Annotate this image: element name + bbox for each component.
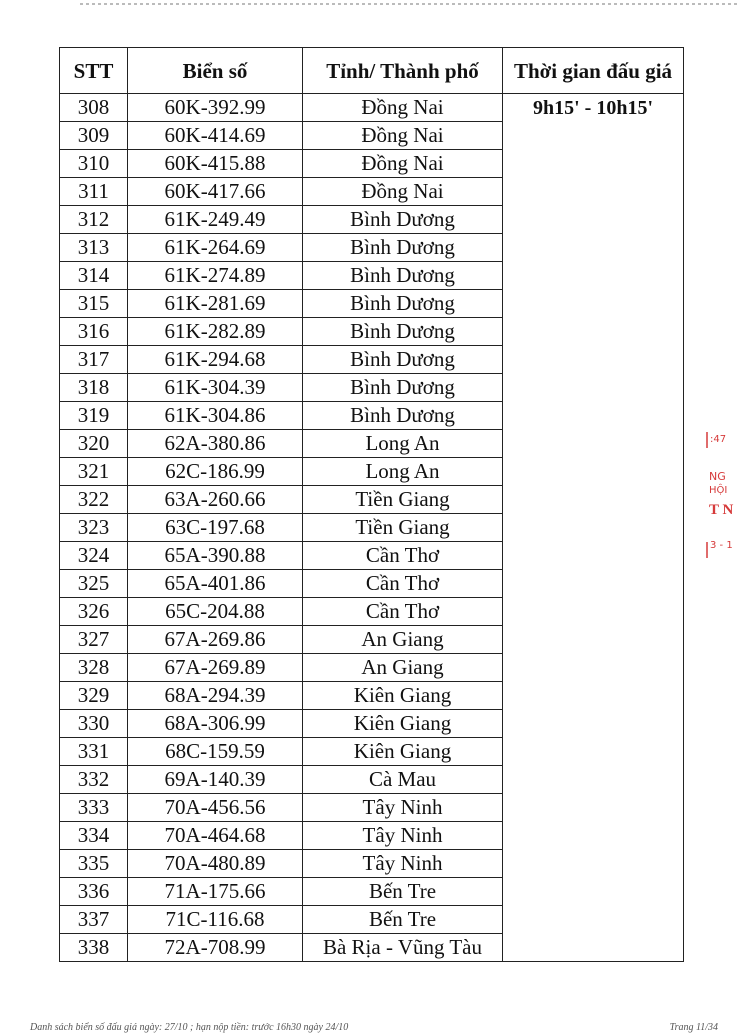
scan-dot <box>548 3 551 5</box>
cell-stt: 327 <box>60 626 128 654</box>
cell-stt: 338 <box>60 934 128 962</box>
cell-plate: 68A-294.39 <box>128 682 303 710</box>
scan-dot <box>446 3 449 5</box>
plates-table <box>59 47 684 962</box>
cell-province: Kiên Giang <box>303 738 503 766</box>
scan-dot <box>560 3 563 5</box>
cell-plate: 65A-401.86 <box>128 570 303 598</box>
scan-dot <box>314 3 317 5</box>
scan-dot <box>626 3 629 5</box>
scan-dot <box>584 3 587 5</box>
scan-dot <box>458 3 461 5</box>
cell-stt: 332 <box>60 766 128 794</box>
scan-artifact-dots <box>80 0 730 10</box>
scan-dot <box>236 3 239 5</box>
cell-plate: 65C-204.88 <box>128 598 303 626</box>
scan-dot <box>374 3 377 5</box>
scan-dot <box>428 3 431 5</box>
cell-plate: 70A-456.56 <box>128 794 303 822</box>
scan-dot <box>356 3 359 5</box>
header-plate: Biển số <box>128 48 303 94</box>
scan-dot <box>542 3 545 5</box>
cell-province: Tây Ninh <box>303 822 503 850</box>
scan-dot <box>530 3 533 5</box>
scan-dot <box>698 3 701 5</box>
cell-stt: 333 <box>60 794 128 822</box>
scan-dot <box>554 3 557 5</box>
scan-dot <box>188 3 191 5</box>
cell-stt: 309 <box>60 122 128 150</box>
cell-stt: 315 <box>60 290 128 318</box>
scan-dot <box>644 3 647 5</box>
scan-dot <box>452 3 455 5</box>
cell-province: Long An <box>303 458 503 486</box>
scan-dot <box>434 3 437 5</box>
cell-stt: 335 <box>60 850 128 878</box>
scan-dot <box>110 3 113 5</box>
scan-dot <box>440 3 443 5</box>
cell-plate: 61K-264.69 <box>128 234 303 262</box>
stamp-text-3: HỘI <box>709 485 728 496</box>
cell-plate: 60K-417.66 <box>128 178 303 206</box>
cell-plate: 63A-260.66 <box>128 486 303 514</box>
cell-province: Cần Thơ <box>303 542 503 570</box>
scan-dot <box>638 3 641 5</box>
scan-dot <box>158 3 161 5</box>
scan-dot <box>506 3 509 5</box>
cell-stt: 320 <box>60 430 128 458</box>
scan-dot <box>332 3 335 5</box>
scan-dot <box>476 3 479 5</box>
scan-dot <box>614 3 617 5</box>
cell-plate: 67A-269.89 <box>128 654 303 682</box>
cell-province: Bến Tre <box>303 878 503 906</box>
scan-dot <box>152 3 155 5</box>
scan-dot <box>416 3 419 5</box>
cell-stt: 329 <box>60 682 128 710</box>
cell-stt: 330 <box>60 710 128 738</box>
cell-stt: 325 <box>60 570 128 598</box>
scan-dot <box>500 3 503 5</box>
scan-dot <box>596 3 599 5</box>
cell-stt: 321 <box>60 458 128 486</box>
cell-plate: 70A-480.89 <box>128 850 303 878</box>
cell-plate: 61K-304.86 <box>128 402 303 430</box>
scan-dot <box>578 3 581 5</box>
cell-plate: 62A-380.86 <box>128 430 303 458</box>
cell-stt: 317 <box>60 346 128 374</box>
cell-stt: 316 <box>60 318 128 346</box>
scan-dot <box>392 3 395 5</box>
scan-dot <box>704 3 707 5</box>
cell-plate: 68C-159.59 <box>128 738 303 766</box>
cell-province: Bà Rịa - Vũng Tàu <box>303 934 503 962</box>
cell-time-slot: 9h15' - 10h15' <box>503 94 684 962</box>
cell-province: Đồng Nai <box>303 122 503 150</box>
scan-dot <box>362 3 365 5</box>
scan-dot <box>218 3 221 5</box>
scan-dot <box>134 3 137 5</box>
table-body <box>60 94 684 962</box>
cell-stt: 324 <box>60 542 128 570</box>
cell-province: Kiên Giang <box>303 682 503 710</box>
table-header-row <box>60 48 684 94</box>
footer-note: Danh sách biển số đấu giá ngày: 27/10 ; hạn nộp tiền: trước 16h30 ngày 24/10 <box>30 1022 349 1033</box>
cell-plate: 61K-281.69 <box>128 290 303 318</box>
cell-province: Bình Dương <box>303 206 503 234</box>
cell-province: Bình Dương <box>303 234 503 262</box>
scan-dot <box>338 3 341 5</box>
cell-plate: 72A-708.99 <box>128 934 303 962</box>
header-province: Tỉnh/ Thành phố <box>303 48 503 94</box>
cell-stt: 337 <box>60 906 128 934</box>
scan-dot <box>464 3 467 5</box>
page-footer <box>30 1022 722 1036</box>
cell-plate: 63C-197.68 <box>128 514 303 542</box>
scan-dot <box>290 3 293 5</box>
scan-dot <box>320 3 323 5</box>
scan-dot <box>140 3 143 5</box>
cell-province: Bình Dương <box>303 318 503 346</box>
scan-dot <box>470 3 473 5</box>
scan-dot <box>302 3 305 5</box>
scan-dot <box>254 3 257 5</box>
scan-dot <box>710 3 713 5</box>
cell-stt: 313 <box>60 234 128 262</box>
scan-dot <box>536 3 539 5</box>
scan-dot <box>422 3 425 5</box>
cell-plate: 61K-304.39 <box>128 374 303 402</box>
scan-dot <box>176 3 179 5</box>
header-time: Thời gian đấu giá <box>503 48 684 94</box>
cell-stt: 318 <box>60 374 128 402</box>
scan-dot <box>230 3 233 5</box>
cell-province: Bến Tre <box>303 906 503 934</box>
cell-stt: 311 <box>60 178 128 206</box>
cell-stt: 323 <box>60 514 128 542</box>
stamp-text-2: NG <box>709 470 726 483</box>
scan-dot <box>716 3 719 5</box>
scan-dot <box>170 3 173 5</box>
cell-province: An Giang <box>303 654 503 682</box>
scan-dot <box>662 3 665 5</box>
cell-province: Bình Dương <box>303 262 503 290</box>
cell-plate: 61K-274.89 <box>128 262 303 290</box>
cell-province: Cần Thơ <box>303 598 503 626</box>
cell-province: Bình Dương <box>303 402 503 430</box>
scan-dot <box>590 3 593 5</box>
cell-province: Kiên Giang <box>303 710 503 738</box>
cell-stt: 334 <box>60 822 128 850</box>
cell-plate: 61K-249.49 <box>128 206 303 234</box>
scan-dot <box>656 3 659 5</box>
red-seal-stamp <box>706 430 736 570</box>
cell-stt: 319 <box>60 402 128 430</box>
scan-dot <box>248 3 251 5</box>
scan-dot <box>488 3 491 5</box>
scan-dot <box>266 3 269 5</box>
scan-dot <box>212 3 215 5</box>
scan-dot <box>122 3 125 5</box>
scan-dot <box>632 3 635 5</box>
cell-province: Đồng Nai <box>303 94 503 122</box>
scan-dot <box>668 3 671 5</box>
scan-dot <box>260 3 263 5</box>
scan-dot <box>272 3 275 5</box>
scan-dot <box>410 3 413 5</box>
scan-dot <box>164 3 167 5</box>
cell-plate: 62C-186.99 <box>128 458 303 486</box>
scan-dot <box>296 3 299 5</box>
scan-dot <box>200 3 203 5</box>
table-row <box>60 94 684 122</box>
scan-dot <box>128 3 131 5</box>
scan-dot <box>182 3 185 5</box>
cell-plate: 61K-282.89 <box>128 318 303 346</box>
cell-province: Tây Ninh <box>303 850 503 878</box>
cell-plate: 71A-175.66 <box>128 878 303 906</box>
scan-dot <box>686 3 689 5</box>
scan-dot <box>524 3 527 5</box>
scan-dot <box>206 3 209 5</box>
cell-plate: 60K-392.99 <box>128 94 303 122</box>
stamp-text-5: 3 - 1 <box>710 540 733 551</box>
cell-stt: 314 <box>60 262 128 290</box>
scan-dot <box>722 3 725 5</box>
cell-province: Cà Mau <box>303 766 503 794</box>
scan-dot <box>680 3 683 5</box>
scan-dot <box>86 3 89 5</box>
scan-dot <box>368 3 371 5</box>
stamp-text-4: T N <box>709 502 734 518</box>
cell-stt: 336 <box>60 878 128 906</box>
cell-stt: 322 <box>60 486 128 514</box>
cell-province: Tây Ninh <box>303 794 503 822</box>
scan-dot <box>104 3 107 5</box>
scan-dot <box>566 3 569 5</box>
scan-dot <box>650 3 653 5</box>
scan-dot <box>344 3 347 5</box>
scan-dot <box>512 3 515 5</box>
cell-plate: 71C-116.68 <box>128 906 303 934</box>
cell-province: Tiền Giang <box>303 486 503 514</box>
stamp-bar-bottom <box>706 542 708 558</box>
cell-plate: 70A-464.68 <box>128 822 303 850</box>
cell-stt: 312 <box>60 206 128 234</box>
scan-dot <box>308 3 311 5</box>
scan-dot <box>224 3 227 5</box>
scan-dot <box>518 3 521 5</box>
cell-province: Cần Thơ <box>303 570 503 598</box>
scan-dot <box>608 3 611 5</box>
scan-dot <box>386 3 389 5</box>
scan-dot <box>602 3 605 5</box>
cell-stt: 308 <box>60 94 128 122</box>
scan-dot <box>194 3 197 5</box>
cell-province: An Giang <box>303 626 503 654</box>
scan-dot <box>80 3 83 5</box>
scan-dot <box>380 3 383 5</box>
cell-stt: 326 <box>60 598 128 626</box>
cell-stt: 310 <box>60 150 128 178</box>
cell-province: Bình Dương <box>303 346 503 374</box>
cell-plate: 60K-414.69 <box>128 122 303 150</box>
scan-dot <box>98 3 101 5</box>
scan-dot <box>284 3 287 5</box>
cell-province: Long An <box>303 430 503 458</box>
scan-dot <box>572 3 575 5</box>
scan-dot <box>674 3 677 5</box>
cell-plate: 65A-390.88 <box>128 542 303 570</box>
cell-plate: 68A-306.99 <box>128 710 303 738</box>
scan-dot <box>620 3 623 5</box>
scan-dot <box>692 3 695 5</box>
stamp-text-1: :47 <box>710 434 727 445</box>
scan-dot <box>398 3 401 5</box>
cell-province: Bình Dương <box>303 374 503 402</box>
scan-dot <box>404 3 407 5</box>
cell-stt: 328 <box>60 654 128 682</box>
cell-plate: 61K-294.68 <box>128 346 303 374</box>
cell-plate: 69A-140.39 <box>128 766 303 794</box>
scan-dot <box>92 3 95 5</box>
cell-province: Đồng Nai <box>303 150 503 178</box>
scan-dot <box>242 3 245 5</box>
scan-dot <box>350 3 353 5</box>
scan-dot <box>326 3 329 5</box>
scan-dot <box>728 3 731 5</box>
stamp-bar-top <box>706 432 708 448</box>
scan-dot <box>146 3 149 5</box>
cell-province: Đồng Nai <box>303 178 503 206</box>
scan-dot <box>116 3 119 5</box>
cell-stt: 331 <box>60 738 128 766</box>
page-number: Trang 11/34 <box>669 1022 718 1033</box>
scan-dot <box>494 3 497 5</box>
cell-plate: 67A-269.86 <box>128 626 303 654</box>
cell-province: Bình Dương <box>303 290 503 318</box>
cell-plate: 60K-415.88 <box>128 150 303 178</box>
cell-province: Tiền Giang <box>303 514 503 542</box>
scan-dot <box>482 3 485 5</box>
scan-dot <box>278 3 281 5</box>
header-stt: STT <box>60 48 128 94</box>
